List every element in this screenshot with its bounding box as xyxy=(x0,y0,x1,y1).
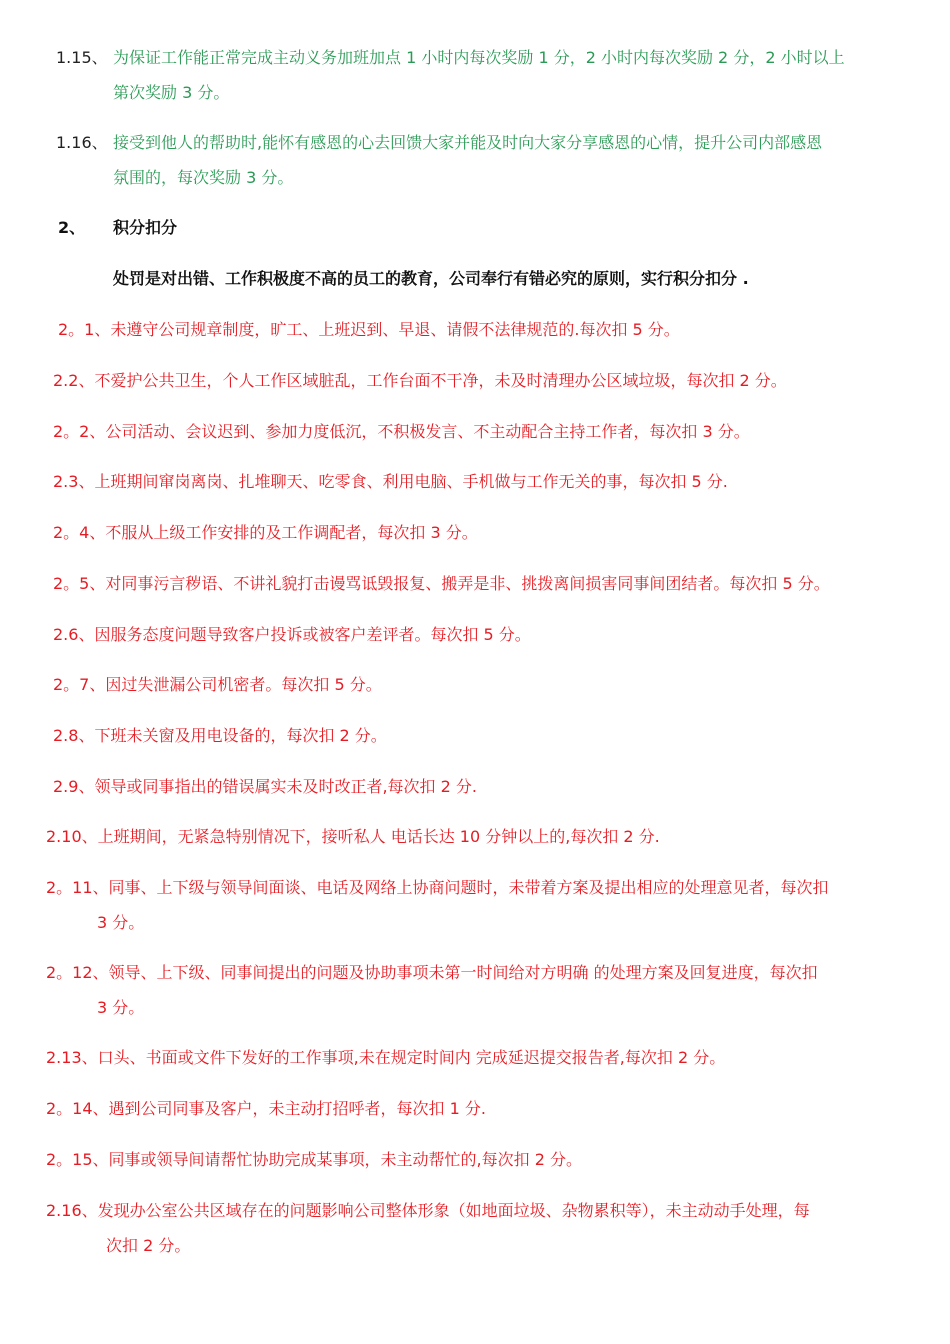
bonus-item-text-cont: 氛围的，每次奖励 3 分。 xyxy=(113,168,294,187)
deduction-item: 2。15、同事或领导间请帮忙协助完成某事项，未主动帮忙的,每次扣 2 分。 xyxy=(46,1150,582,1169)
deduction-item: 2。1、未遵守公司规章制度，旷工、上班迟到、早退、请假不法律规范的.每次扣 5 分。 xyxy=(58,320,680,339)
deduction-item-cont: 3 分。 xyxy=(97,998,145,1017)
deduction-item: 2.16、发现办公室公共区域存在的问题影响公司整体形象（如地面垃圾、杂物累积等），未主动动手处理，每 xyxy=(46,1201,810,1220)
section-intro: 处罚是对出错、工作积极度不高的员工的教育，公司奉行有错必究的原则，实行积分扣分 . xyxy=(113,269,749,288)
deduction-item: 2。11、同事、上下级与领导间面谈、电话及网络上协商问题时，未带着方案及提出相应的处理意见者，每次扣 xyxy=(46,878,829,897)
deduction-item: 2.9、领导或同事指出的错误属实未及时改正者,每次扣 2 分. xyxy=(53,777,477,796)
deduction-item: 2.10、上班期间，无紧急特别情况下，接听私人 电话长达 10 分钟以上的,每次扣 2 分. xyxy=(46,827,660,846)
section-title: 积分扣分 xyxy=(113,218,178,237)
deduction-item: 2.2、不爱护公共卫生，个人工作区域脏乱，工作台面不干净，未及时清理办公区域垃圾，每次扣 2 分。 xyxy=(53,371,787,390)
deduction-item: 2。5、对同事污言秽语、不讲礼貌打击谩骂诋毁报复、搬弄是非、挑拨离间损害同事间团结者。每次扣 5 分。 xyxy=(53,574,830,593)
bonus-item-text-cont: 第次奖励 3 分。 xyxy=(113,83,230,102)
bonus-item-text: 为保证工作能正常完成主动义务加班加点 1 小时内每次奖励 1 分，2 小时内每次奖励 2 分，2 小时以上 xyxy=(113,48,845,67)
deduction-item: 2.6、因服务态度问题导致客户投诉或被客户差评者。每次扣 5 分。 xyxy=(53,625,531,644)
deduction-item-cont: 次扣 2 分。 xyxy=(106,1236,191,1255)
bonus-item-number: 1.16、 xyxy=(56,133,108,152)
bonus-item-text: 接受到他人的帮助时,能怀有感恩的心去回馈大家并能及时向大家分享感恩的心情，提升公司内部感恩 xyxy=(113,133,823,152)
deduction-item: 2。7、因过失泄漏公司机密者。每次扣 5 分。 xyxy=(53,675,382,694)
deduction-item: 2.3、上班期间窜岗离岗、扎堆聊天、吃零食、利用电脑、手机做与工作无关的事，每次扣 5 分. xyxy=(53,472,728,491)
deduction-item: 2。4、不服从上级工作安排的及工作调配者，每次扣 3 分。 xyxy=(53,523,478,542)
section-number: 2、 xyxy=(58,218,86,237)
deduction-item: 2。12、领导、上下级、同事间提出的问题及协助事项未第一时间给对方明确 的处理方案及回复进度，每次扣 xyxy=(46,963,818,982)
bonus-item-number: 1.15、 xyxy=(56,48,108,67)
deduction-item-cont: 3 分。 xyxy=(97,913,145,932)
deduction-item: 2。2、公司活动、会议迟到、参加力度低沉，不积极发言、不主动配合主持工作者，每次扣 3 分。 xyxy=(53,422,750,441)
deduction-item: 2.8、下班未关窗及用电设备的，每次扣 2 分。 xyxy=(53,726,387,745)
deduction-item: 2.13、口头、书面或文件下发好的工作事项,未在规定时间内 完成延迟提交报告者,每次扣 2 分。 xyxy=(46,1048,726,1067)
deduction-item: 2。14、遇到公司同事及客户，未主动打招呼者，每次扣 1 分. xyxy=(46,1099,486,1118)
